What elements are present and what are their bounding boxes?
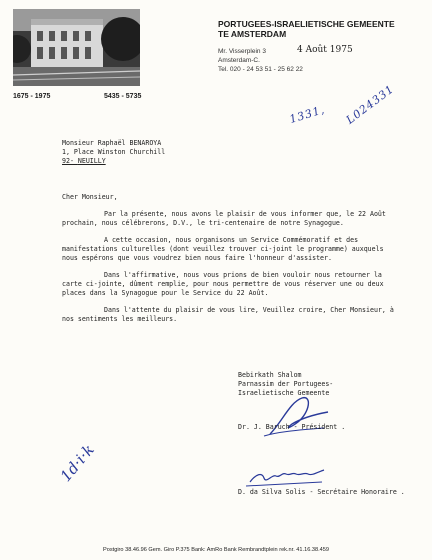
- letter-body: [62, 193, 402, 332]
- handwritten-reference-2: L024331: [343, 82, 397, 127]
- organization-address: [218, 47, 303, 74]
- recipient-city-line: [62, 157, 165, 166]
- recipient-postal-prefix: 92-: [62, 157, 78, 165]
- closing-greeting: Bebirkath Shalom: [238, 371, 302, 379]
- address-city: Amsterdam-C.: [218, 57, 260, 64]
- handwritten-reference-1: 1331,: [287, 102, 327, 127]
- recipient-city: NEUILLY: [77, 157, 106, 165]
- anniversary-years-gregorian: 1675 - 1975: [13, 93, 51, 100]
- signature-secretary: [246, 462, 326, 490]
- signatory-secretary: D. da Silva Solis - Secrétaire Honoraire .: [238, 488, 405, 496]
- address-street: Mr. Visserplein 3: [218, 48, 266, 55]
- paragraph-2: A cette occasion, nous organisons un Service Commémoratif et des manifestations culturelles (dont veuillez trouver ci-joint le programme) auxquels nous espérons que vous voudrez bien nous faire l'honneur d'assister.: [62, 236, 384, 262]
- letter-date: 4 Août 1975: [297, 45, 353, 55]
- anniversary-years-hebrew: 5435 - 5735: [104, 93, 142, 100]
- organization-name: [218, 19, 395, 39]
- recipient-address: [62, 139, 165, 166]
- salutation: Cher Monsieur,: [62, 193, 118, 201]
- signatory-president: Dr. J. Baruch - Président .: [238, 423, 346, 431]
- organization-name-line1: PORTUGEES-ISRAELIETISCHE GEMEENTE: [218, 19, 395, 29]
- bank-details-footer: Postgiro 38.46.96 Gem. Giro P.375 Bank: AmRo Bank Rembrandtplein rek.nr. 41.16.38.459: [103, 547, 329, 553]
- closing-org-line1: Parnassim der Portugees-: [238, 380, 334, 388]
- paragraph-4: Dans l'attente du plaisir de vous lire, Veuillez croire, Cher Monsieur, à nos sentiments les meilleurs.: [62, 306, 394, 323]
- handwritten-margin-note: 1d·i·k: [56, 440, 98, 486]
- recipient-street: 1, Place Winston Churchill: [62, 148, 166, 156]
- address-phone: Tel. 020 - 24 53 51 - 25 62 22: [218, 66, 303, 73]
- building-photo: [13, 9, 140, 86]
- organization-name-line2: TE AMSTERDAM: [218, 29, 287, 39]
- signature-president: [262, 392, 332, 442]
- recipient-name: Monsieur Raphaël BENAROYA: [62, 139, 162, 147]
- paragraph-1: Par la présente, nous avons le plaisir de vous informer que, le 22 Août prochain, nous célébrerons, D.V., le tri-centenaire de notre Synagogue.: [62, 210, 386, 228]
- paragraph-3: Dans l'affirmative, nous vous prions de bien vouloir nous retourner la carte ci-jointe, dûment remplie, pour nous permettre de vous réserver une ou deux places dans la Synagogue pour le Service du 22 Août.: [62, 271, 384, 297]
- closing-org-line2: Israelietische Gemeente: [238, 389, 330, 397]
